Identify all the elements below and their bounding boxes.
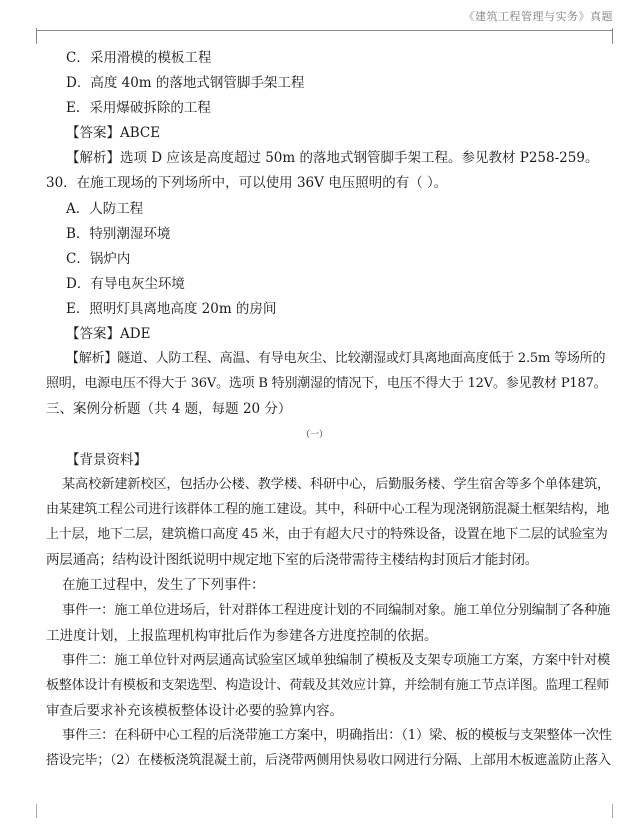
- case-number: （一）: [300, 430, 328, 440]
- crop-mark-bottom-right: [612, 804, 613, 818]
- option-d: D．高度 40m 的落地式钢管脚手架工程: [66, 75, 305, 91]
- event-3-line2: 搭设完毕；（2）在楼板浇筑混凝土前，后浇带两侧用快易收口网进行分隔、上部用木板遮盖防止落入: [46, 753, 611, 768]
- option-d: D．有导电灰尘环境: [66, 276, 185, 292]
- paragraph-line: 在施工过程中，发生了下列事件：: [62, 577, 265, 593]
- paragraph-line: 两层通高；结构设计图纸说明中规定地下室的后浇带需待主楼结构封顶后才能封闭。: [46, 552, 539, 568]
- running-header: 《建筑工程管理与实务》真题: [463, 10, 613, 23]
- crop-mark-top-right: [612, 28, 613, 44]
- analysis-30-line1: 【解析】隧道、人防工程、高温、有导电灰尘、比较潮湿或灯具离地面高度低于 2.5m 等场所的: [66, 351, 606, 366]
- answer-29: 【答案】ABCE: [66, 125, 161, 141]
- header-rule: [36, 30, 613, 31]
- event-1-line2: 工进度计划，上报监理机构审批后作为参建各方进度控制的依据。: [46, 628, 438, 644]
- crop-mark-top-left: [36, 28, 37, 44]
- answer-30: 【答案】ADE: [66, 326, 151, 342]
- section-heading: 三、案例分析题（共 4 题，每题 20 分）: [46, 401, 292, 417]
- analysis-29: 【解析】选项 D 应该是高度超过 50m 的落地式钢管脚手架工程。参见教材 P258-259。: [66, 150, 599, 166]
- event-1-line1: 事件一：施工单位进场后，针对群体工程进度计划的不同编制对象。施工单位分别编制了各种施: [62, 603, 611, 618]
- analysis-30-line2: 照明，电源电压不得大于 36V。选项 B 特别潮湿的情况下，电压不得大于 12V。参见教材 P187。: [46, 376, 607, 391]
- event-2-line3: 审查后要求补充该模板整体设计必要的验算内容。: [46, 703, 343, 719]
- background-heading: 【背景资料】: [66, 452, 147, 468]
- question-30: 30．在施工现场的下列场所中，可以使用 36V 电压照明的有（ ）。: [46, 175, 448, 191]
- option-e: E．照明灯具离地高度 20m 的房间: [66, 301, 277, 317]
- event-2-line1: 事件二：施工单位针对两层通高试验室区域单独编制了模板及支架专项施工方案，方案中针对模: [62, 653, 611, 668]
- event-3-line1: 事件三：在科研中心工程的后浇带施工方案中，明确指出：（1）梁、板的模板与支架整体一次性: [62, 728, 612, 743]
- option-a: A．人防工程: [66, 201, 144, 217]
- option-c: C．采用滑模的模板工程: [66, 50, 212, 66]
- paragraph-line: 由某建筑工程公司进行该群体工程的施工建设。其中，科研中心工程为现浇钢筋混凝土框架结构，地: [46, 502, 610, 517]
- crop-mark-bottom-left: [36, 804, 37, 818]
- option-b: B．特别潮湿环境: [66, 226, 171, 242]
- paragraph-line: 某高校新建新校区，包括办公楼、教学楼、科研中心，后勤服务楼、学生宿舍等多个单体建筑，: [62, 477, 611, 492]
- event-2-line2: 板整体设计有模板和支架选型、构造设计、荷载及其效应计算，并绘制有施工节点详图。监理工程师: [46, 678, 610, 693]
- option-e: E．采用爆破拆除的工程: [66, 100, 211, 116]
- option-c: C．锅炉内: [66, 251, 131, 267]
- paragraph-line: 上十层，地下二层，建筑檐口高度 45 米，由于有超大尺寸的特殊设备，设置在地下二层的试验室为: [46, 527, 608, 542]
